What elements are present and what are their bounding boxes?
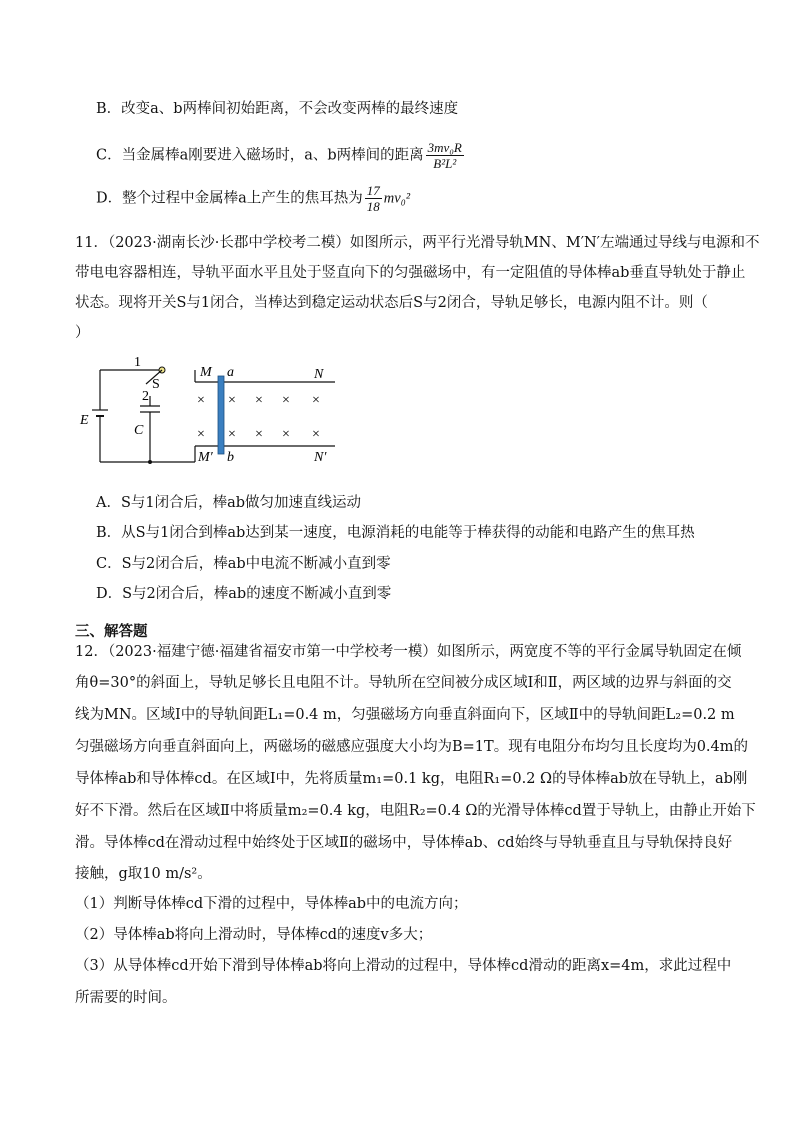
section-heading: 三、解答题 — [75, 624, 148, 640]
field-mark: × — [228, 427, 236, 442]
q12-line-4: 匀强磁场方向垂直斜面向上，两磁场的磁感应强度大小均为B=1T。现有电阻分布均匀且长度均为0.4m的 — [75, 739, 749, 755]
wire-pivot-link — [165, 370, 195, 382]
field-mark: × — [197, 393, 205, 408]
label-b: b — [227, 450, 234, 465]
q12-line-3: 线为MN。区域Ⅰ中的导轨间距L₁=0.4 m，匀强磁场方向垂直斜面向下，区域Ⅱ中的导轨间距L₂=0.2 m — [75, 707, 735, 723]
q12-sub-3-cont: 所需要的时间。 — [75, 990, 177, 1006]
q12-sub-1: （1）判断导体棒cd下滑的过程中，导体棒ab中的电流方向； — [75, 896, 468, 912]
q11-stem-line-4: ） — [75, 325, 90, 341]
q11-stem-line-1: 11．（2023·湖南长沙·长郡中学校考二模）如图所示，两平行光滑导轨MN、M′N′左端通过导线与电源和不 — [75, 235, 760, 251]
q10-option-c — [96, 140, 466, 171]
q11-option-d: D．S与2闭合后，棒ab的速度不断减小直到零 — [96, 586, 392, 602]
rod-ab — [218, 376, 224, 454]
q11-stem-line-3: 状态。现将开关S与1闭合，当棒达到稳定运动状态后S与2闭合，导轨足够长，电源内阻不计。则（ — [75, 295, 708, 311]
q11-circuit-figure — [70, 350, 350, 470]
label-1: 1 — [134, 355, 141, 370]
q12-sub-2: （2）导体棒ab将向上滑动时，导体棒cd的速度v多大； — [75, 927, 433, 943]
q12-line-1: 12．（2023·福建宁德·福建省福安市第一中学校考一模）如图所示，两宽度不等的平行金属导轨固定在倾 — [75, 644, 742, 660]
q10-option-c-denominator: B²L² — [433, 156, 457, 171]
q10-option-d-suffix: mv₀² — [383, 190, 411, 207]
q10-option-b: B．改变a、b两棒间初始距离，不会改变两棒的最终速度 — [96, 101, 459, 117]
field-mark: × — [312, 393, 320, 408]
label-m: M — [200, 365, 212, 380]
q12-line-2: 角θ=30°的斜面上，导轨足够长且电阻不计。导轨所在空间被分成区域Ⅰ和Ⅱ，两区域的边界与斜面的交 — [75, 675, 732, 691]
q10-option-d-text: D．整个过程中金属棒a上产生的焦耳热为 — [96, 190, 363, 207]
q10-option-c-text: C．当金属棒a刚要进入磁场时，a、b两棒间的距离 — [96, 147, 424, 164]
q10-option-d-numerator: 17 — [366, 183, 380, 198]
field-mark: × — [282, 427, 290, 442]
field-mark: × — [197, 427, 205, 442]
q12-line-8: 接触，g取10 m/s²。 — [75, 866, 212, 882]
q12-line-7: 滑。导体棒cd在滑动过程中始终处于区域Ⅱ的磁场中，导体棒ab、cd始终与导轨垂直且与导轨保持良好 — [75, 835, 733, 851]
label-s: S — [152, 377, 160, 392]
label-a: a — [227, 365, 234, 380]
q10-option-c-fraction — [426, 140, 464, 171]
q10-option-d-fraction — [365, 183, 382, 214]
field-mark: × — [255, 427, 263, 442]
label-m-prime: M′ — [198, 450, 213, 465]
label-c: C — [134, 423, 144, 438]
q12-sub-3: （3）从导体棒cd开始下滑到导体棒ab将向上滑动的过程中，导体棒cd滑动的距离x=4m，求此过程中 — [75, 958, 732, 974]
field-mark: × — [228, 393, 236, 408]
label-n-prime: N′ — [314, 450, 327, 465]
field-mark: × — [312, 427, 320, 442]
label-2: 2 — [142, 389, 149, 404]
q10-option-c-numerator: 3mv₀R — [427, 140, 462, 155]
field-mark: × — [255, 393, 263, 408]
field-mark: × — [282, 393, 290, 408]
q10-option-d-denominator: 18 — [366, 199, 380, 214]
q11-stem-line-2: 带电电容器相连，导轨平面水平且处于竖直向下的匀强磁场中，有一定阻值的导体棒ab垂直导轨处于静止 — [75, 265, 746, 281]
q11-option-c: C．S与2闭合后，棒ab中电流不断减小直到零 — [96, 556, 391, 572]
q10-option-d — [96, 183, 410, 214]
q12-line-6: 好不下滑。然后在区域Ⅱ中将质量m₂=0.4 kg，电阻R₂=0.4 Ω的光滑导体棒cd置于导轨上，由静止开始下 — [75, 803, 756, 819]
q11-option-b: B．从S与1闭合到棒ab达到某一速度，电源消耗的电能等于棒获得的动能和电路产生的焦耳热 — [96, 525, 695, 541]
label-n: N — [314, 367, 324, 382]
junction-dot — [148, 460, 152, 464]
q11-option-a: A．S与1闭合后，棒ab做匀加速直线运动 — [96, 495, 362, 511]
label-e: E — [80, 413, 89, 428]
q12-line-5: 导体棒ab和导体棒cd。在区域Ⅰ中，先将质量m₁=0.1 kg，电阻R₁=0.2 Ω的导体棒ab放在导轨上，ab刚 — [75, 771, 748, 787]
